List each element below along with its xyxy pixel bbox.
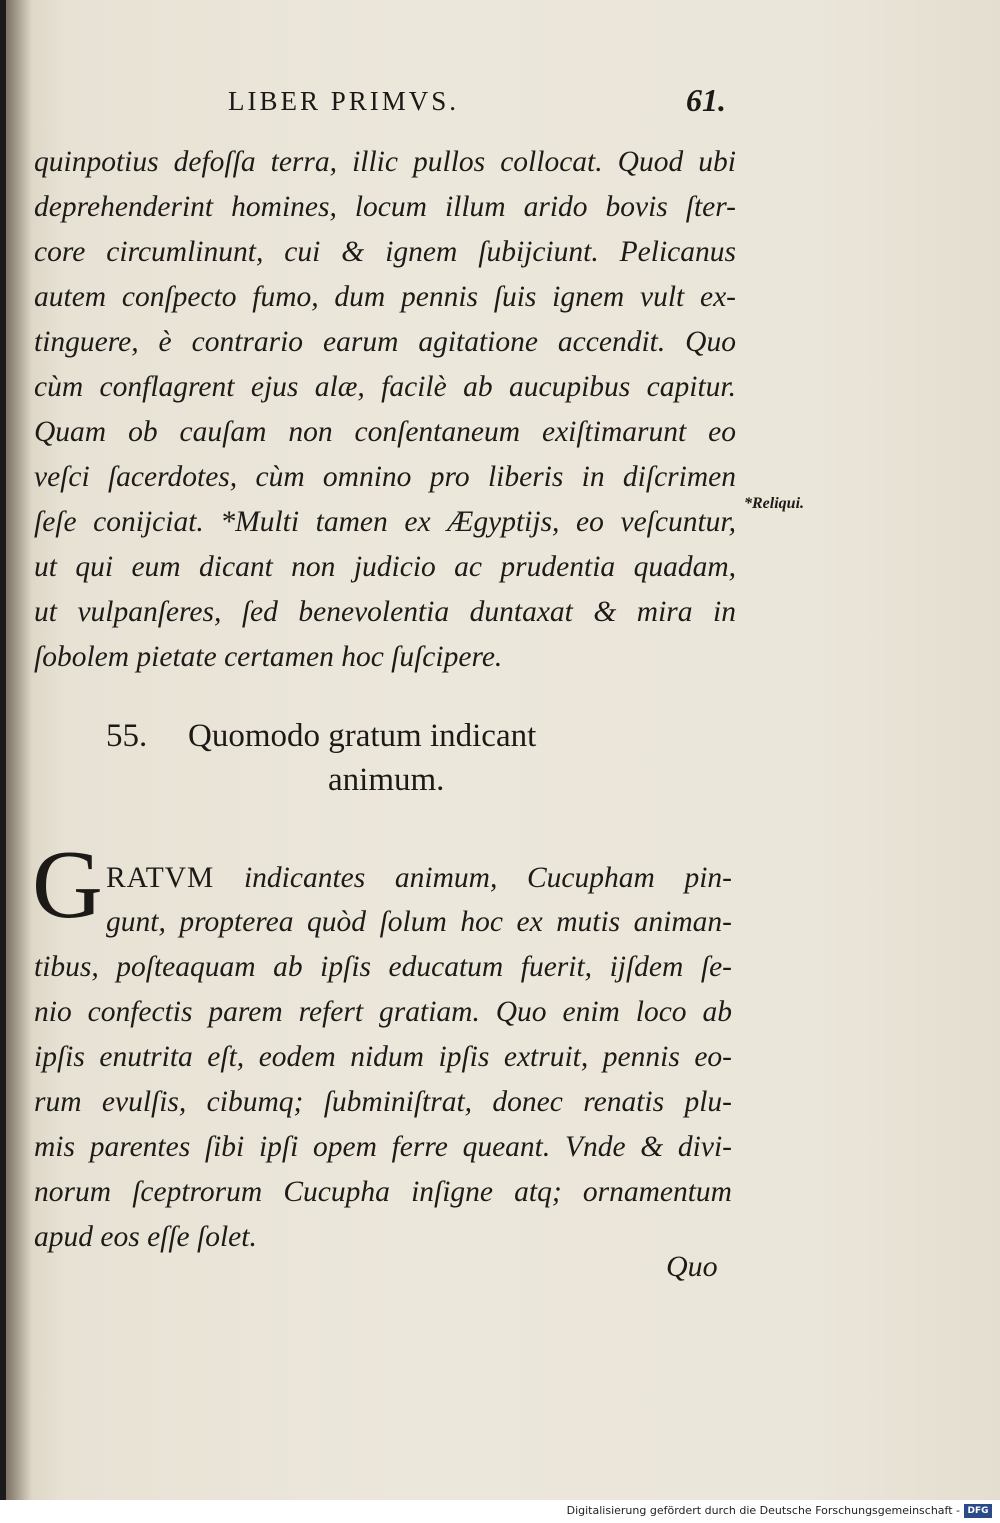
text-line: ſobolem pietate certamen hoc ſuſcipere. [34, 641, 503, 673]
page-number: 61. [686, 82, 726, 118]
footer-bar [0, 1500, 1000, 1523]
first-word: RATVM [106, 862, 215, 894]
text-line: apud eos eſſe ſolet. [34, 1221, 257, 1253]
text-line: ſeſe conijciat. *Multi tamen ex Ægyptijs, eo veſcuntur, [34, 506, 736, 538]
text-line: core circumlinunt, cui & ignem ſubijciunt. Pelicanus [34, 236, 736, 268]
text-line: nio confectis parem refert gratiam. Quo enim loco ab [34, 996, 732, 1028]
first-line-rest: indicantes animum, Cucupham pin- [243, 862, 733, 894]
chapter-number: 55. [106, 718, 148, 754]
text-line: deprehenderint homines, locum illum arido bovis ſter- [34, 191, 736, 223]
text-line: Quam ob cauſam non conſentaneum exiſtimarunt eo [34, 416, 736, 448]
text-line: ut vulpanſeres, ſed benevolentia duntaxat & mira in [34, 596, 736, 628]
text-line: tibus, poſteaquam ab ipſis educatum fuerit, ijſdem ſe- [34, 951, 732, 983]
footer-credit: Digitalisierung gefördert durch die Deutsche Forschungsgemeinschaft - [566, 1504, 960, 1517]
text-line: ipſis enutrita eſt, eodem nidum ipſis extruit, pennis eo- [34, 1041, 732, 1073]
running-head [6, 82, 1000, 126]
catchword: Quo [666, 1250, 718, 1283]
text-line: norum ſceptrorum Cucupha inſigne atq; ornamentum [34, 1176, 732, 1208]
text-line: rum evulſis, cibumq; ſubminiſtrat, donec renatis plu- [34, 1086, 732, 1118]
drop-cap: G [32, 831, 103, 939]
text-line: tinguere, è contrario earum agitatione accendit. Quo [34, 326, 736, 358]
chapter-title-line: animum. [328, 762, 445, 798]
text-line: quinpotius defoſſa terra, illic pullos collocat. Quod ubi [34, 146, 736, 178]
text-line: veſci ſacerdotes, cùm omnino pro liberis in diſcrimen [34, 461, 736, 493]
text-line: gunt, propterea quòd ſolum hoc ex mutis animan- [106, 906, 732, 938]
dfg-logo: DFG [964, 1504, 992, 1518]
text-line: cùm conflagrent ejus alæ, facilè ab aucupibus capitur. [34, 371, 736, 403]
text-line: mis parentes ſibi ipſi opem ferre queant. Vnde & divi- [34, 1131, 732, 1163]
marginal-note: *Reliqui. [744, 495, 805, 512]
chapter-title-line: Quomodo gratum indicant [188, 718, 537, 754]
spine-shadow [6, 0, 32, 1500]
text-line [106, 856, 732, 900]
text-line: autem conſpecto fumo, dum pennis ſuis ignem vult ex- [34, 281, 736, 313]
running-title: LIBER PRIMVS. [228, 86, 460, 116]
book-page [6, 0, 1000, 1500]
text-line: ut qui eum dicant non judicio ac prudentia quadam, [34, 551, 736, 583]
